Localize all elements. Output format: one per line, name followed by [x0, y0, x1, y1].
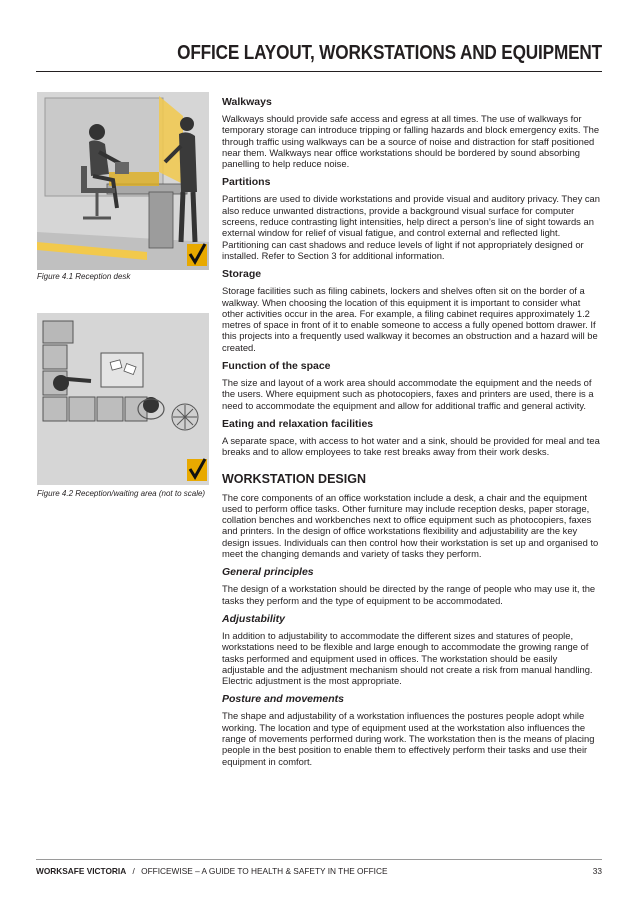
section-partitions — [222, 176, 600, 261]
figure-caption: Figure 4.2 Reception/waiting area (not to scale) — [37, 489, 206, 498]
section-heading: Eating and relaxation facilities — [222, 417, 374, 430]
footer — [36, 866, 387, 876]
section-body: A separate space, with access to hot water and a sink, should be provided for meal and tea breaks and to allow employees to take rest breaks away from their work desks. — [222, 434, 600, 458]
section-body: Storage facilities such as filing cabinets, lockers and shelves often sit on the border of a walkway. When choosing the location of this equipment it is important to consider what other activities occur in the area. For example, a filing cabinet requires approximately 1.2 metres of space in front of it to enable someone to access a fully opened bottom drawer. If this projects into a frequently used walkway it becomes an obstruction and a hazard will be created. — [222, 285, 598, 353]
subsection-heading: Posture and movements — [222, 693, 344, 706]
figure-caption: Figure 4.1 Reception desk — [37, 272, 131, 281]
section-eating-relaxation — [222, 418, 600, 458]
waiting-area-illustration — [37, 313, 209, 485]
figure-reception-waiting-area — [37, 313, 209, 485]
section-heading: Function of the space — [222, 360, 331, 373]
section-body: Walkways should provide safe access and egress at all times. The use of walkways for temporary storage can introduce tripping or falling hazards and block emergency exits. The through traffic using walkways can be a source of noise and distraction for staff positioned near them. Walkways near office workstations should be bordered by sound absorbing panelling to help reduce noise. — [222, 113, 600, 170]
section-body: The size and layout of a work area should accommodate the equipment and the needs of the users. Where equipment such as photocopiers, faxes and printers are used, there is a need to accommodate the equipment and allow for additional traffic and general activity. — [222, 377, 594, 411]
section-heading: WORKSTATION DESIGN — [222, 471, 366, 486]
content-column — [222, 96, 600, 774]
subsection-heading: General principles — [222, 566, 314, 579]
footer-rule — [36, 859, 602, 860]
section-walkways — [222, 96, 600, 169]
subsection-heading: Adjustability — [222, 612, 286, 625]
subsection-body: In addition to adjustability to accommodate the different sizes and statures of people, workstations need to be flexible and large enough to accommodate the growing range of tasks performed and equipment used in offices. The workstation should be easily adjustable and the adjustment mechanism should not create a risk from manual handling. Electric adjustment is the most appropriate. — [222, 629, 593, 687]
section-heading: Storage — [222, 268, 262, 281]
section-storage — [222, 268, 600, 353]
section-body: The core components of an office workstation include a desk, a chair and the equipment used to perform office tasks. Other furniture may include reception desks, paper storage, collation benches and workbenches next to office equipment such as photocopiers, faxes and printers. In the design of office workstations flexibility and adjustability are the key design issues. Individuals can then control how their workstation is set up and organised to meet the changing demands and variety of tasks they perform. — [222, 491, 599, 560]
title-rule — [36, 71, 602, 72]
section-function-of-space — [222, 360, 600, 411]
figure-reception-desk — [37, 92, 209, 270]
footer-org: WORKSAFE VICTORIA — [36, 866, 127, 876]
footer-guide-title: OFFICEWISE – A GUIDE TO HEALTH & SAFETY IN THE OFFICE — [141, 866, 388, 876]
section-body: Partitions are used to divide workstations and provide visual and auditory privacy. They can also reduce unwanted distractions, provide a background visual surface for computer screens, reduce contrasting light intensities, help direct a person’s line of sight towards an external window for relief of visual fatigue, and control external and reflected light. Partitioning can cast shadows and reduce levels of light if not appropriately designed or installed. Refer to Section 3 for additional information. — [222, 193, 600, 261]
subsection-body: The design of a workstation should be directed by the range of people who may use it, the tasks they perform and the type of equipment to be accommodated. — [222, 583, 596, 606]
section-heading: Partitions — [222, 176, 271, 189]
page-number: 33 — [592, 866, 602, 876]
footer-separator: / — [132, 866, 135, 876]
section-workstation-design — [222, 472, 600, 767]
reception-desk-illustration — [37, 92, 209, 270]
page-title: OFFICE LAYOUT, WORKSTATIONS AND EQUIPMENT — [177, 42, 602, 64]
section-heading: Walkways — [222, 96, 272, 108]
subsection-body: The shape and adjustability of a workstation influences the postures people adopt while working. The location and type of equipment used at the workstation also influences the range of movements performed during work. The workstation then is the means of placing people in the best position to enable them to effectively perform their tasks and use their equipment in comfort. — [222, 710, 595, 767]
